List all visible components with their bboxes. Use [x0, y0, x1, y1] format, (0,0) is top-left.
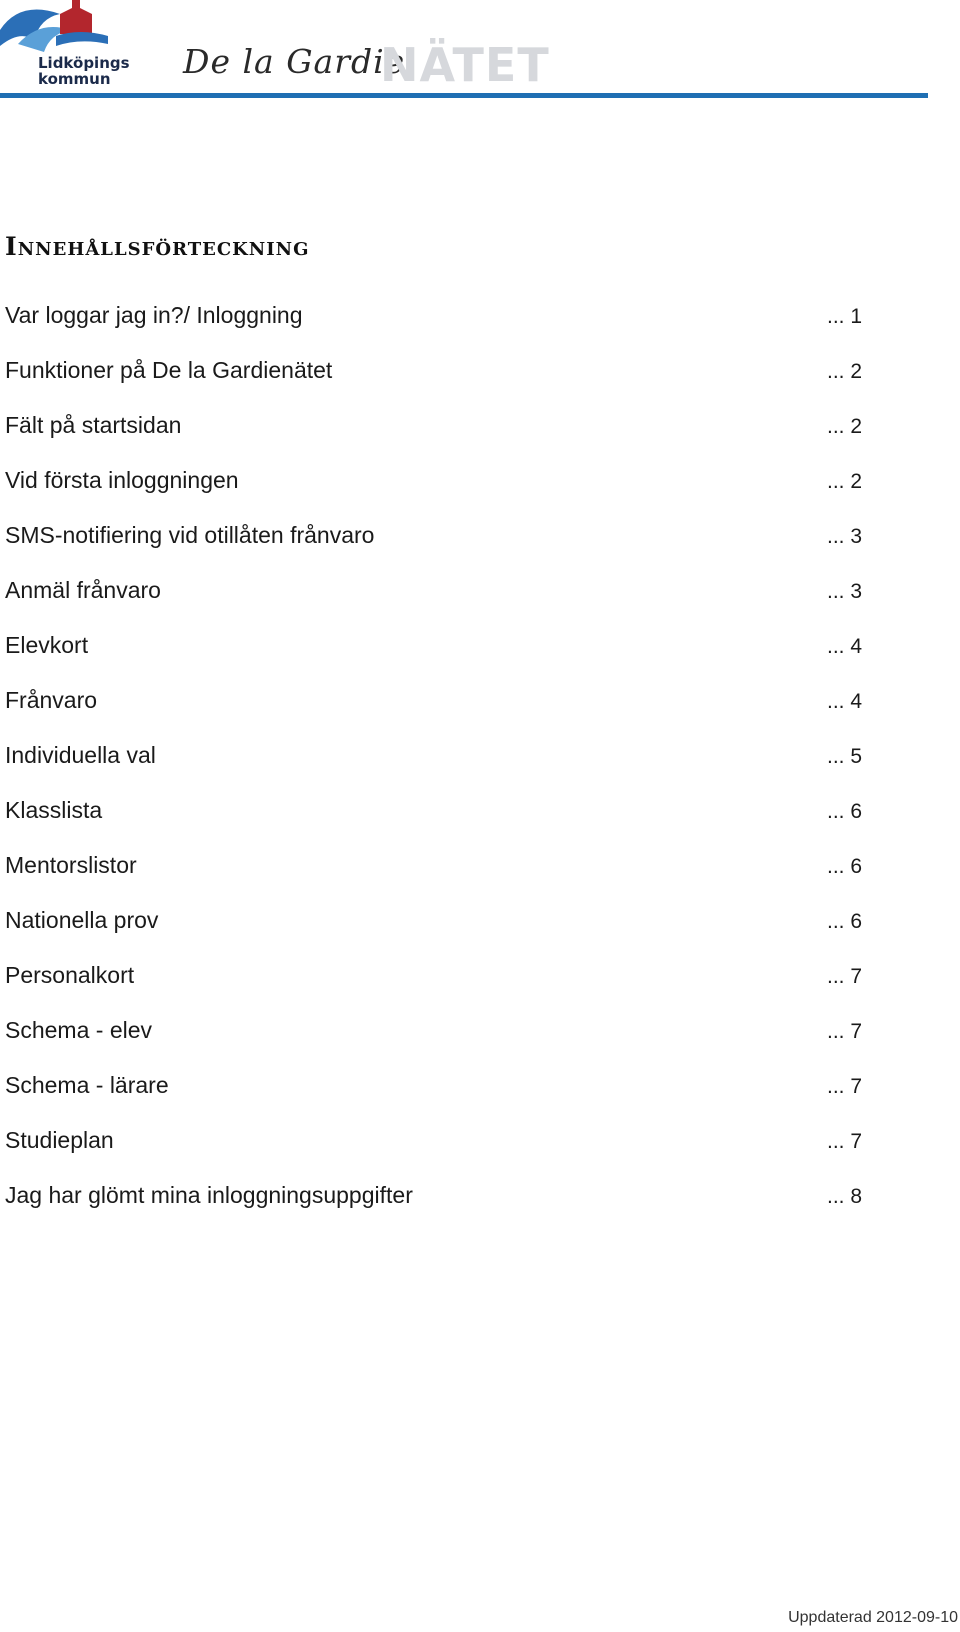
toc-entry-page: ... 8: [827, 1185, 863, 1208]
toc-entry-label: Funktioner på De la Gardienätet: [5, 357, 333, 383]
toc-entry[interactable]: [5, 1180, 950, 1235]
toc-entry-label: Var loggar jag in?/ Inloggning: [5, 302, 303, 328]
toc-entry-label: Anmäl frånvaro: [5, 577, 161, 603]
toc-entry-page: ... 7: [827, 1020, 863, 1043]
brand-script-text: De la Gardie: [183, 42, 406, 81]
toc-entry[interactable]: [5, 740, 950, 795]
castle-wave-icon: [0, 0, 120, 60]
toc-entry-label: Individuella val: [5, 742, 156, 768]
toc-entry-label: Schema - lärare: [5, 1072, 169, 1098]
toc-entry-label: Klasslista: [5, 797, 103, 823]
brand-natet-text: NÄTET: [380, 38, 550, 92]
toc-entry-page: ... 6: [827, 855, 863, 878]
toc-entry-page: ... 4: [827, 690, 863, 713]
toc-entry-page: ... 6: [827, 910, 863, 933]
toc-entry[interactable]: [5, 960, 950, 1015]
toc-entry[interactable]: [5, 630, 950, 685]
page-header: [0, 0, 960, 100]
toc-entry-label: Schema - elev: [5, 1017, 153, 1043]
toc-entry[interactable]: [5, 1125, 950, 1180]
toc-entry-label: Nationella prov: [5, 907, 159, 933]
header-divider: [0, 93, 928, 98]
toc-entry-page: ... 7: [827, 965, 863, 988]
toc-entry-label: Frånvaro: [5, 687, 98, 713]
toc-entry-label: Personalkort: [5, 962, 135, 988]
toc-entry-page: ... 7: [827, 1130, 863, 1153]
toc-entry-label: Mentorslistor: [5, 852, 137, 878]
toc-entry[interactable]: [5, 905, 950, 960]
toc-entry[interactable]: [5, 300, 950, 355]
toc-entry[interactable]: [5, 685, 950, 740]
toc-entry[interactable]: [5, 465, 950, 520]
toc-entry[interactable]: [5, 850, 950, 905]
toc-entry[interactable]: [5, 1015, 950, 1070]
toc-entry-label: Elevkort: [5, 632, 89, 658]
toc-entry-page: ... 5: [827, 745, 863, 768]
logo-line-1: Lidköpings: [38, 54, 130, 72]
toc-entry[interactable]: [5, 795, 950, 850]
updated-date: Uppdaterad 2012-09-10: [788, 1609, 958, 1626]
toc-title: Innehållsförteckning: [5, 232, 310, 261]
toc-entry-label: Studieplan: [5, 1127, 114, 1153]
toc-entry-label: Vid första inloggningen: [5, 467, 239, 493]
toc-entry-page: ... 3: [827, 525, 863, 548]
toc-entry-page: ... 7: [827, 1075, 863, 1098]
toc-entry-page: ... 4: [827, 635, 863, 658]
toc-entry-page: ... 2: [827, 360, 863, 383]
toc-entry-page: ... 3: [827, 580, 863, 603]
toc-entry-page: ... 6: [827, 800, 863, 823]
toc-entry-label: Fält på startsidan: [5, 412, 182, 438]
toc-entry[interactable]: [5, 355, 950, 410]
toc-entry[interactable]: [5, 520, 950, 575]
toc-entry[interactable]: [5, 575, 950, 630]
logo-line-2: kommun: [38, 70, 111, 88]
toc-entry-label: SMS-notifiering vid otillåten frånvaro: [5, 522, 375, 548]
lidkoping-logo: [0, 0, 130, 92]
toc-list: [5, 300, 950, 1235]
toc-entry[interactable]: [5, 410, 950, 465]
toc-entry[interactable]: [5, 1070, 950, 1125]
toc-entry-page: ... 2: [827, 415, 863, 438]
toc-entry-page: ... 1: [827, 305, 863, 328]
toc-entry-label: Jag har glömt mina inloggningsuppgifter: [5, 1182, 413, 1208]
toc-entry-page: ... 2: [827, 470, 863, 493]
